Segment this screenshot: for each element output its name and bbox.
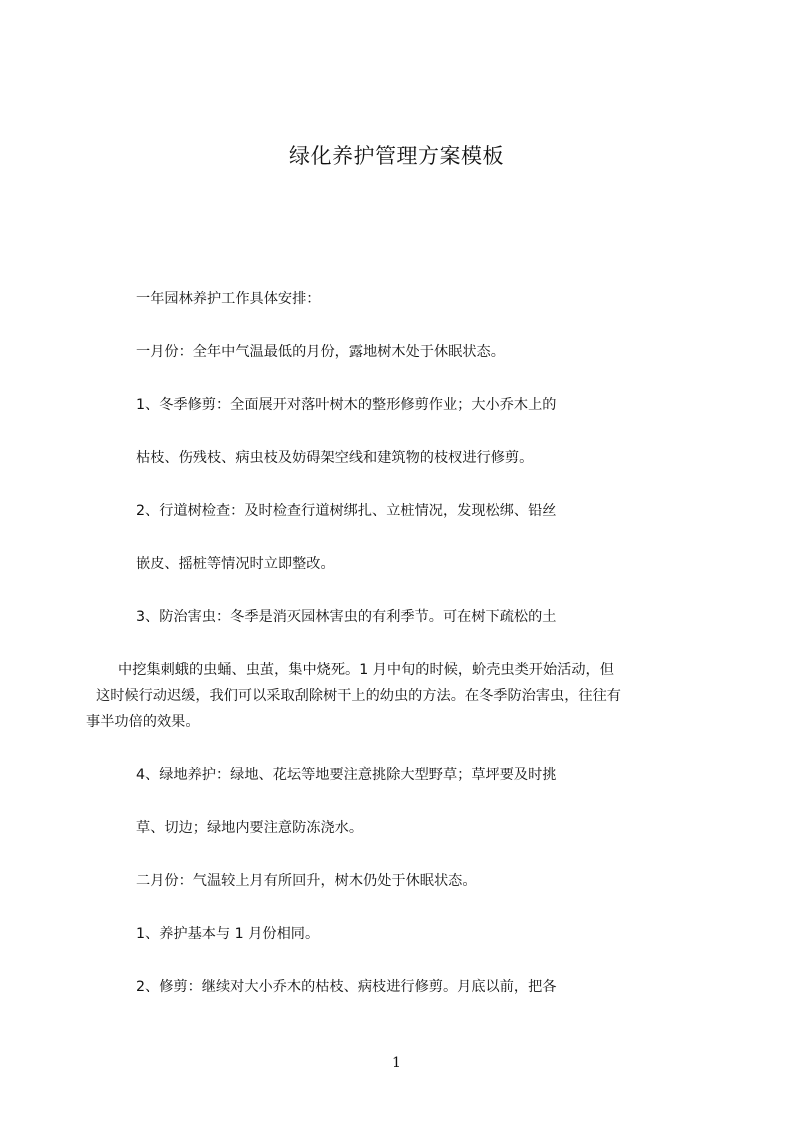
paragraph-greenland-care: 4、绿地养护：绿地、花坛等地要注意挑除大型野草；草坪要及时挑 (136, 767, 557, 783)
paragraph-greenland-care-continued: 草、切边；绿地内要注意防冻浇水。 (136, 820, 364, 836)
pest-control-line-2: 这时候行动迟缓，我们可以采取刮除树干上的幼虫的方法。在冬季防治害虫，往往有 (96, 688, 621, 704)
paragraph-winter-pruning: 1、冬季修剪：全面展开对落叶树木的整形修剪作业；大小乔木上的 (136, 397, 557, 413)
paragraph-winter-pruning-continued: 枯枝、伤残枝、病虫枝及妨碍架空线和建筑物的枝杈进行修剪。 (136, 450, 534, 466)
paragraph-pest-control-detail (86, 657, 710, 735)
paragraph-february-care: 1、养护基本与 1 月份相同。 (136, 926, 320, 942)
paragraph-intro: 一年园林养护工作具体安排： (136, 291, 321, 307)
paragraph-street-tree-check: 2、行道树检查：及时检查行道树绑扎、立桩情况，发现松绑、铅丝 (136, 503, 557, 519)
document-body (86, 286, 708, 1027)
pest-control-line-1: 中挖集刺蛾的虫蛹、虫茧，集中烧死。1 月中旬的时候，蚧壳虫类开始活动，但 (118, 662, 614, 678)
paragraph-street-tree-check-continued: 嵌皮、摇桩等情况时立即整改。 (136, 556, 335, 572)
paragraph-february-pruning: 2、修剪：继续对大小乔木的枯枝、病枝进行修剪。月底以前，把各 (136, 979, 557, 995)
paragraph-february: 二月份：气温较上月有所回升，树木仍处于休眠状态。 (136, 873, 477, 889)
paragraph-pest-control: 3、防治害虫：冬季是消灭园林害虫的有利季节。可在树下疏松的土 (136, 609, 557, 625)
paragraph-january: 一月份：全年中气温最低的月份，露地树木处于休眠状态。 (136, 344, 505, 360)
pest-control-line-3: 事半功倍的效果。 (86, 714, 200, 730)
page-number: 1 (392, 1055, 401, 1071)
document-title: 绿化养护管理方案模板 (289, 144, 504, 168)
